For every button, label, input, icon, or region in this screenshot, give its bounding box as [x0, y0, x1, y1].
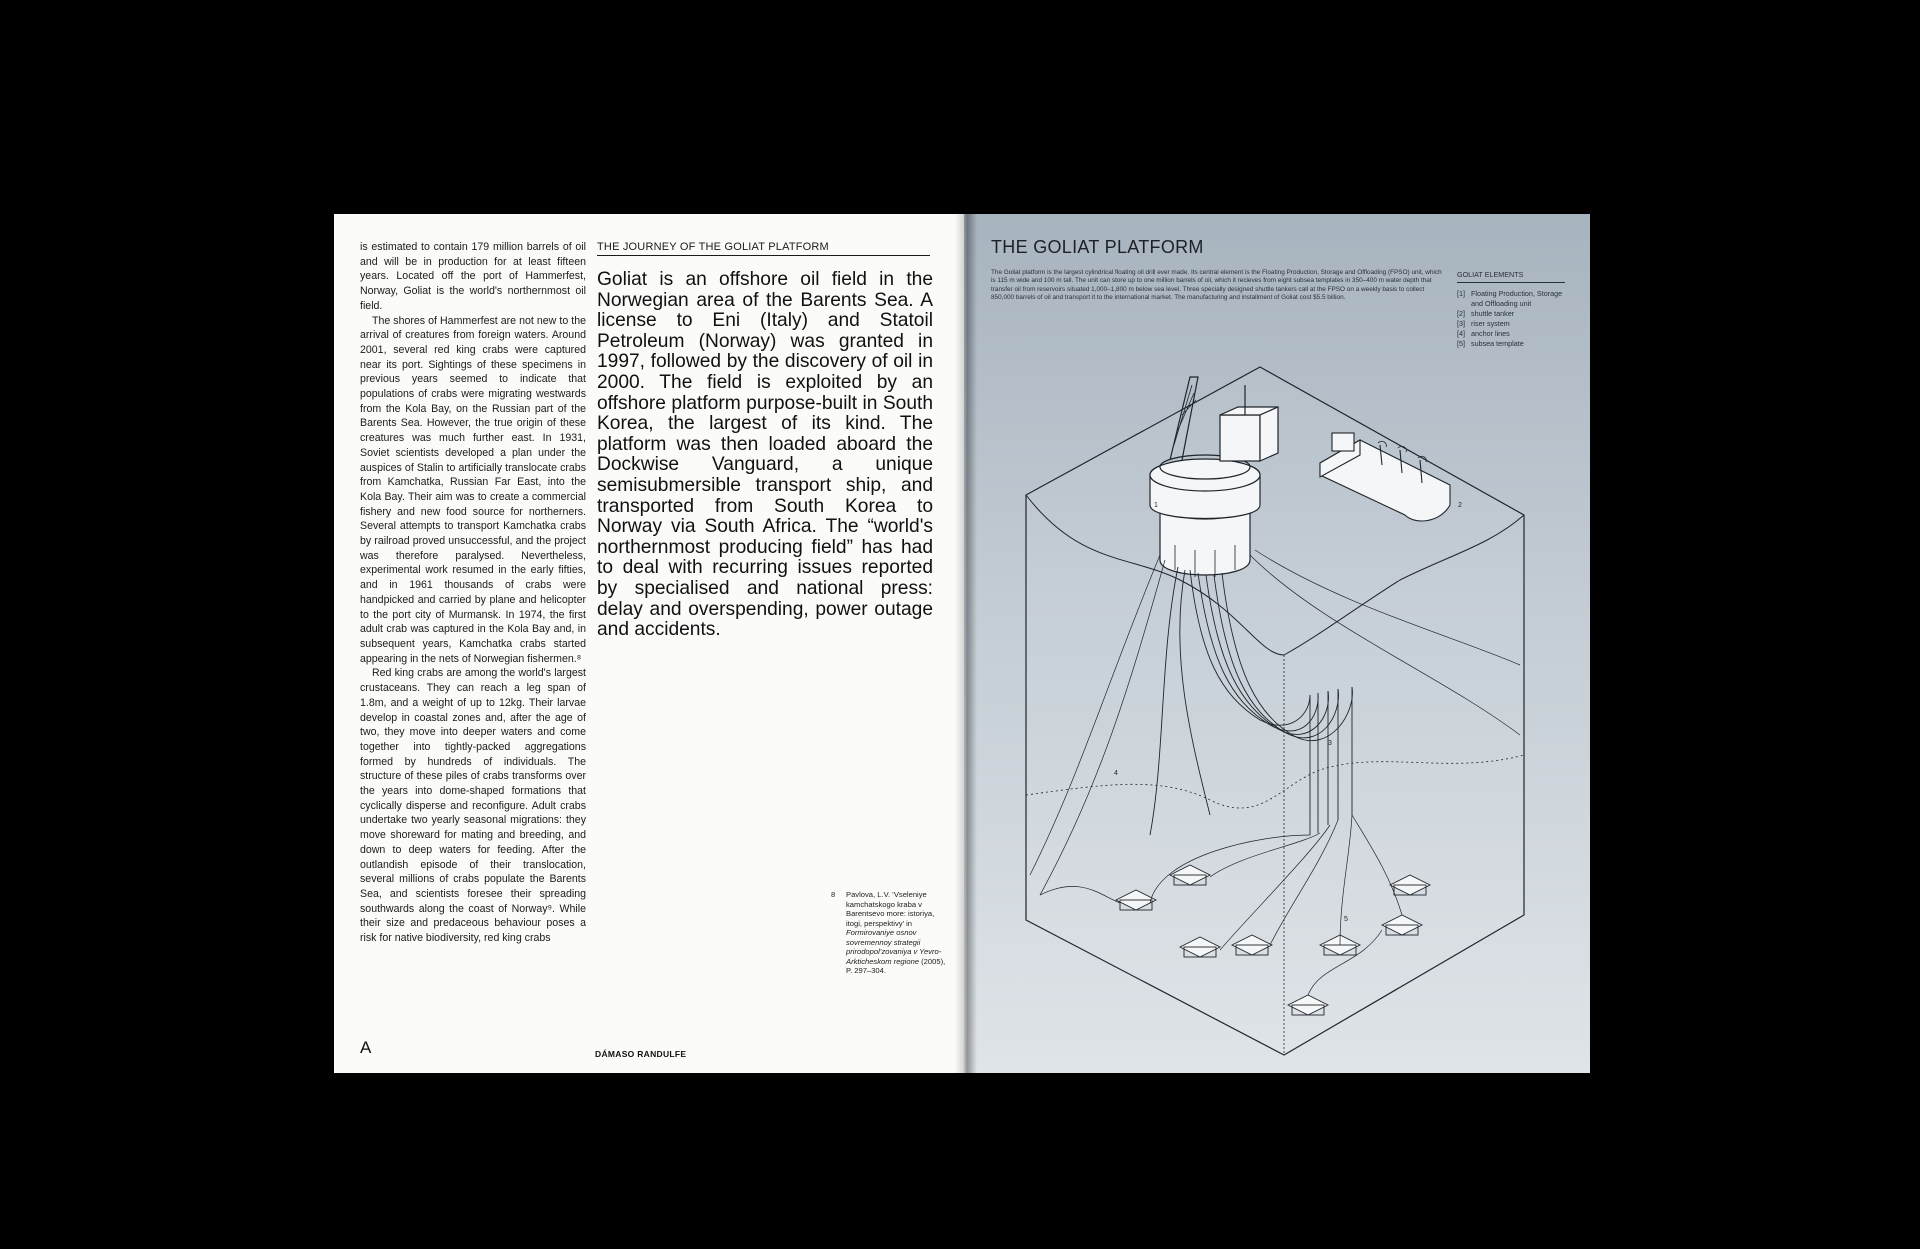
section-heading: THE JOURNEY OF THE GOLIAT PLATFORM: [597, 241, 930, 256]
paragraph-3: Red king crabs are among the world's largest crustaceans. They can reach a leg span of 1.8m, and a weight of up to 12kg. Their larvae develop in coastal zones and, after the age of two, they move into deeper waters and come together into tightly-packed aggregations formed by hundreds of individuals. The structure of these piles of crabs transforms over the years into dome-shaped formations that cyclically disperse and reconfigure. Adult crabs undertake two yearly seasonal migrations: they move shoreward for mating and breeding, and down to deep waters for feeding. After the outlandish episode of their translocation, several millions of crabs populate the Barents Sea, and scientists foresee their spreading southwards along the coast of Norway⁹. While their size and predaceous behaviour poses a risk for native biodiversity, red king crabs: [360, 667, 586, 945]
elements-list: [1457, 289, 1565, 349]
element-item: [2] shuttle tanker: [1457, 309, 1515, 318]
footnote-text: [846, 890, 946, 976]
book-gutter: [955, 214, 977, 1073]
body-column: [360, 240, 586, 946]
intro-text: The Goliat platform is the largest cylindrical floating oil drill ever made. Its central element is the Floating Production, Storage and Offloading (FPSO) unit, which is 115 m wide and 100 m tall. The unit can store up to one million barrels of oil, which it recieves from eight subsea templates in 350–400 m water depth that transfer oil from reservoirs situated 1,000–1,800 m below sea level. Three specially designed shuttle tankers call at the FPSO on a weekly basis to collect 850,000 barrels of oil and transport it to the international market. The manufacturing and installment of Goliat cost $5.5 billion.: [991, 269, 1442, 302]
element-item: [4] anchor lines: [1457, 329, 1510, 338]
elements-heading: GOLIAT ELEMENTS: [1457, 270, 1565, 283]
page-title: THE GOLIAT PLATFORM: [991, 237, 1204, 257]
paragraph-2: The shores of Hammerfest are not new to the arrival of creatures from foreign waters. Around 2001, several red king crabs were captured near its port. Sightings of these specimens in previous years seemed to indicate that populations of crabs were migrating westwards from the Kola Bay, on the Russian part of the Barents Sea. However, the true origin of these creatures was much further east. In 1931, Soviet scientists developed a plan under the auspices of Stalin to artificially translocate crabs from Kamchatka, Russian Far East, into the Kola Bay. Their aim was to create a commercial fishery and new food source for northerners. Several attempts to transport Kamchatka crabs by railroad proved unsuccessful, and the project was therefore paralysed. Nevertheless, experimental work resumed in the early fifties, and in 1961 thousands of crabs were handpicked and carried by plane and helicopter to the port city of Murmansk. In 1974, the first adult crab was captured in the Kola Bay and, in subsequent years, Kamchatka crabs started appearing in the nets of Norwegian fishermen.⁸: [360, 314, 586, 665]
element-item: [5] subsea template: [1457, 339, 1524, 348]
element-item: [3] riser system: [1457, 319, 1510, 328]
goliat-platform-diagram: [1020, 355, 1530, 1065]
footnote-number: 8: [831, 890, 836, 899]
sea-volume-outline: [1026, 367, 1524, 1055]
footnote-pages: (2005), P. 297–304.: [846, 956, 946, 975]
author-name: DÁMASO RANDULFE: [595, 1049, 687, 1059]
lead-paragraph: Goliat is an offshore oil field in the Norwegian area of the Barents Sea. A license to Eni (Italy) and Statoil Petroleum (Norway) was granted in 1997, followed by the discovery of oil in 2000. The field is exploited by an offshore platform purpose-built in South Korea, the largest of its kind. The platform was then loaded aboard the Dockwise Vanguard, a unique semisubmersible transport ship, and transported from South Korea to Norway via South Africa. The “world's northernmost producing field” has had to deal with recurring issues reported by specialised and national press: delay and overspending, power outage and accidents.: [597, 269, 933, 641]
diagram-label-4: 4: [1114, 770, 1118, 777]
paragraph-1: is estimated to contain 179 million barrels of oil and will be in production for at least fifteen years. Located off the port of Hammerfest, Norway, Goliat is the world's northernmost oil field.: [360, 241, 586, 312]
diagram-label-1: 1: [1154, 502, 1158, 509]
diagram-label-5: 5: [1344, 916, 1348, 923]
footnote-book-title: Formirovaniye osnov sovremennoy strategii prirodopol’zovaniya v Yevro-Arkticheskom regione: [846, 928, 942, 966]
footnote-citation: Pavlova, L.V. ‘Vseleniye kamchatskogo kraba v Barentsevo more: istoriya, itogi, perspektivy’ in: [846, 890, 935, 928]
diagram-label-2: 2: [1458, 502, 1462, 509]
element-item: [1] Floating Production, Storage and Offloading unit: [1457, 289, 1563, 308]
page-folio: A: [360, 1038, 372, 1057]
diagram-label-3: 3: [1328, 740, 1332, 747]
